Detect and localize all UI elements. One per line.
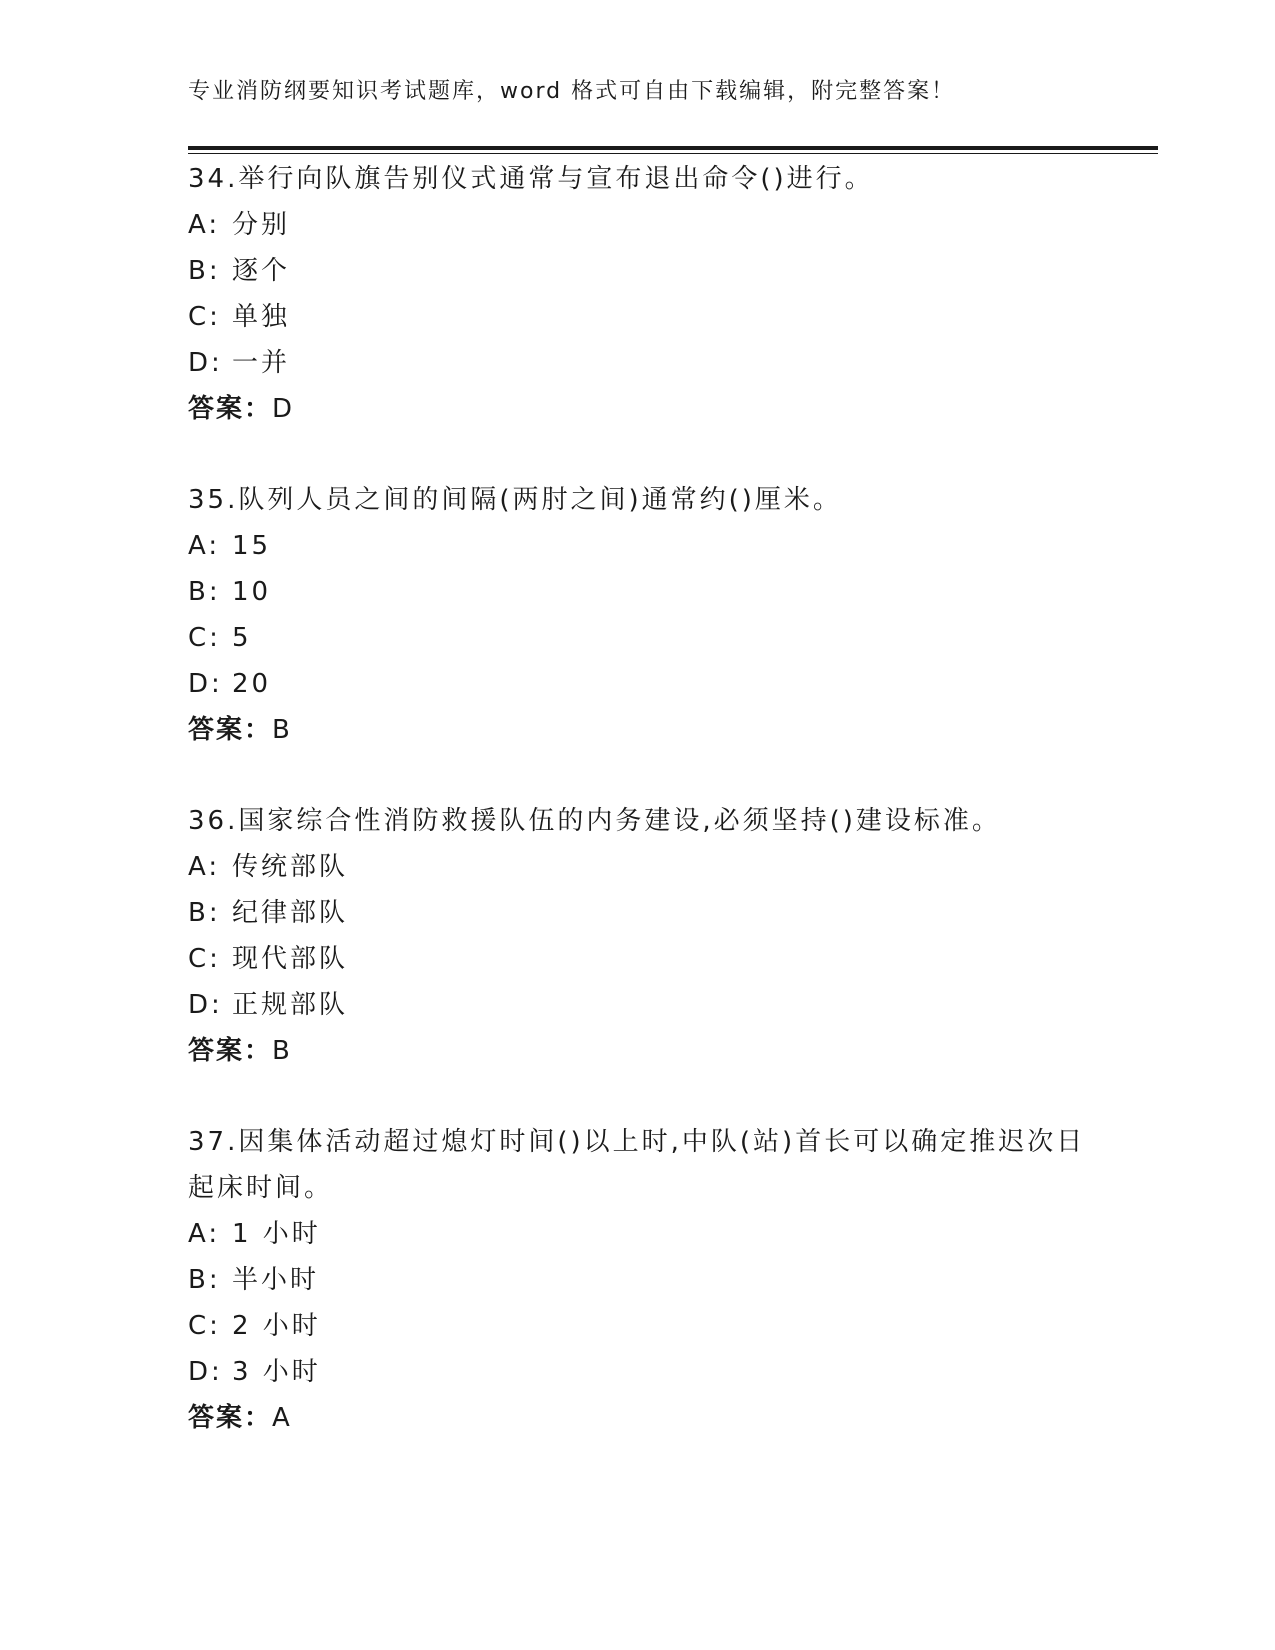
- option-text: 传统部队: [232, 852, 349, 882]
- option-d: [188, 1349, 1088, 1395]
- option-a: [188, 844, 1088, 890]
- option-d: [188, 661, 1088, 707]
- option-text: 现代部队: [232, 944, 349, 974]
- option-key: B:: [188, 256, 221, 286]
- option-text: 一并: [232, 348, 291, 378]
- question-36: [188, 798, 1088, 1074]
- answer-label: 答案：: [188, 1036, 273, 1066]
- answer-value: B: [272, 1036, 290, 1066]
- option-b: [188, 569, 1088, 615]
- answer-value: A: [272, 1403, 290, 1433]
- question-37: [188, 1119, 1088, 1441]
- option-key: C:: [188, 302, 221, 332]
- option-text: 15: [232, 531, 272, 561]
- answer-value: D: [272, 394, 293, 424]
- option-key: B:: [188, 1265, 221, 1295]
- option-key: C:: [188, 1311, 221, 1341]
- option-key: D:: [188, 990, 223, 1020]
- question-list: [188, 156, 1088, 1486]
- option-key: C:: [188, 623, 221, 653]
- option-text: 分别: [232, 210, 291, 240]
- option-text: 2 小时: [232, 1311, 321, 1341]
- option-key: A:: [188, 1219, 221, 1249]
- option-a: [188, 202, 1088, 248]
- option-a: [188, 1211, 1088, 1257]
- option-key: D:: [188, 348, 223, 378]
- page-header: 专业消防纲要知识考试题库，word 格式可自由下载编辑，附完整答案！: [188, 79, 956, 104]
- question-stem: 34.举行向队旗告别仪式通常与宣布退出命令()进行。: [188, 164, 874, 194]
- option-text: 纪律部队: [232, 898, 349, 928]
- option-d: [188, 982, 1088, 1028]
- option-d: [188, 340, 1088, 386]
- option-c: [188, 1303, 1088, 1349]
- option-text: 1 小时: [232, 1219, 321, 1249]
- option-c: [188, 615, 1088, 661]
- option-key: A:: [188, 531, 221, 561]
- question-34: [188, 156, 1088, 432]
- option-key: B:: [188, 898, 221, 928]
- question-stem: 37.因集体活动超过熄灯时间()以上时,中队(站)首长可以确定推迟次日起床时间。: [188, 1127, 1086, 1203]
- answer-label: 答案：: [188, 394, 273, 424]
- question-stem: 35.队列人员之间的间隔(两肘之间)通常约()厘米。: [188, 485, 842, 515]
- option-c: [188, 936, 1088, 982]
- answer-value: B: [272, 715, 290, 745]
- option-b: [188, 890, 1088, 936]
- option-key: A:: [188, 852, 221, 882]
- option-b: [188, 1257, 1088, 1303]
- option-text: 20: [232, 669, 272, 699]
- option-key: B:: [188, 577, 221, 607]
- option-key: C:: [188, 944, 221, 974]
- question-stem: 36.国家综合性消防救援队伍的内务建设,必须坚持()建设标准。: [188, 806, 1001, 836]
- option-text: 逐个: [232, 256, 291, 286]
- option-key: D:: [188, 669, 223, 699]
- answer-line: [188, 1028, 1088, 1074]
- question-35: [188, 477, 1088, 753]
- answer-line: [188, 1395, 1088, 1441]
- option-text: 半小时: [232, 1265, 320, 1295]
- answer-label: 答案：: [188, 715, 273, 745]
- option-b: [188, 248, 1088, 294]
- header-rule-thick: [188, 146, 1158, 150]
- option-text: 3 小时: [232, 1357, 321, 1387]
- option-a: [188, 523, 1088, 569]
- answer-label: 答案：: [188, 1403, 273, 1433]
- option-text: 5: [232, 623, 252, 653]
- header-rule-thin: [188, 153, 1158, 154]
- answer-line: [188, 386, 1088, 432]
- option-key: D:: [188, 1357, 223, 1387]
- answer-line: [188, 707, 1088, 753]
- option-text: 单独: [232, 302, 291, 332]
- option-key: A:: [188, 210, 221, 240]
- option-text: 10: [232, 577, 272, 607]
- option-c: [188, 294, 1088, 340]
- option-text: 正规部队: [232, 990, 349, 1020]
